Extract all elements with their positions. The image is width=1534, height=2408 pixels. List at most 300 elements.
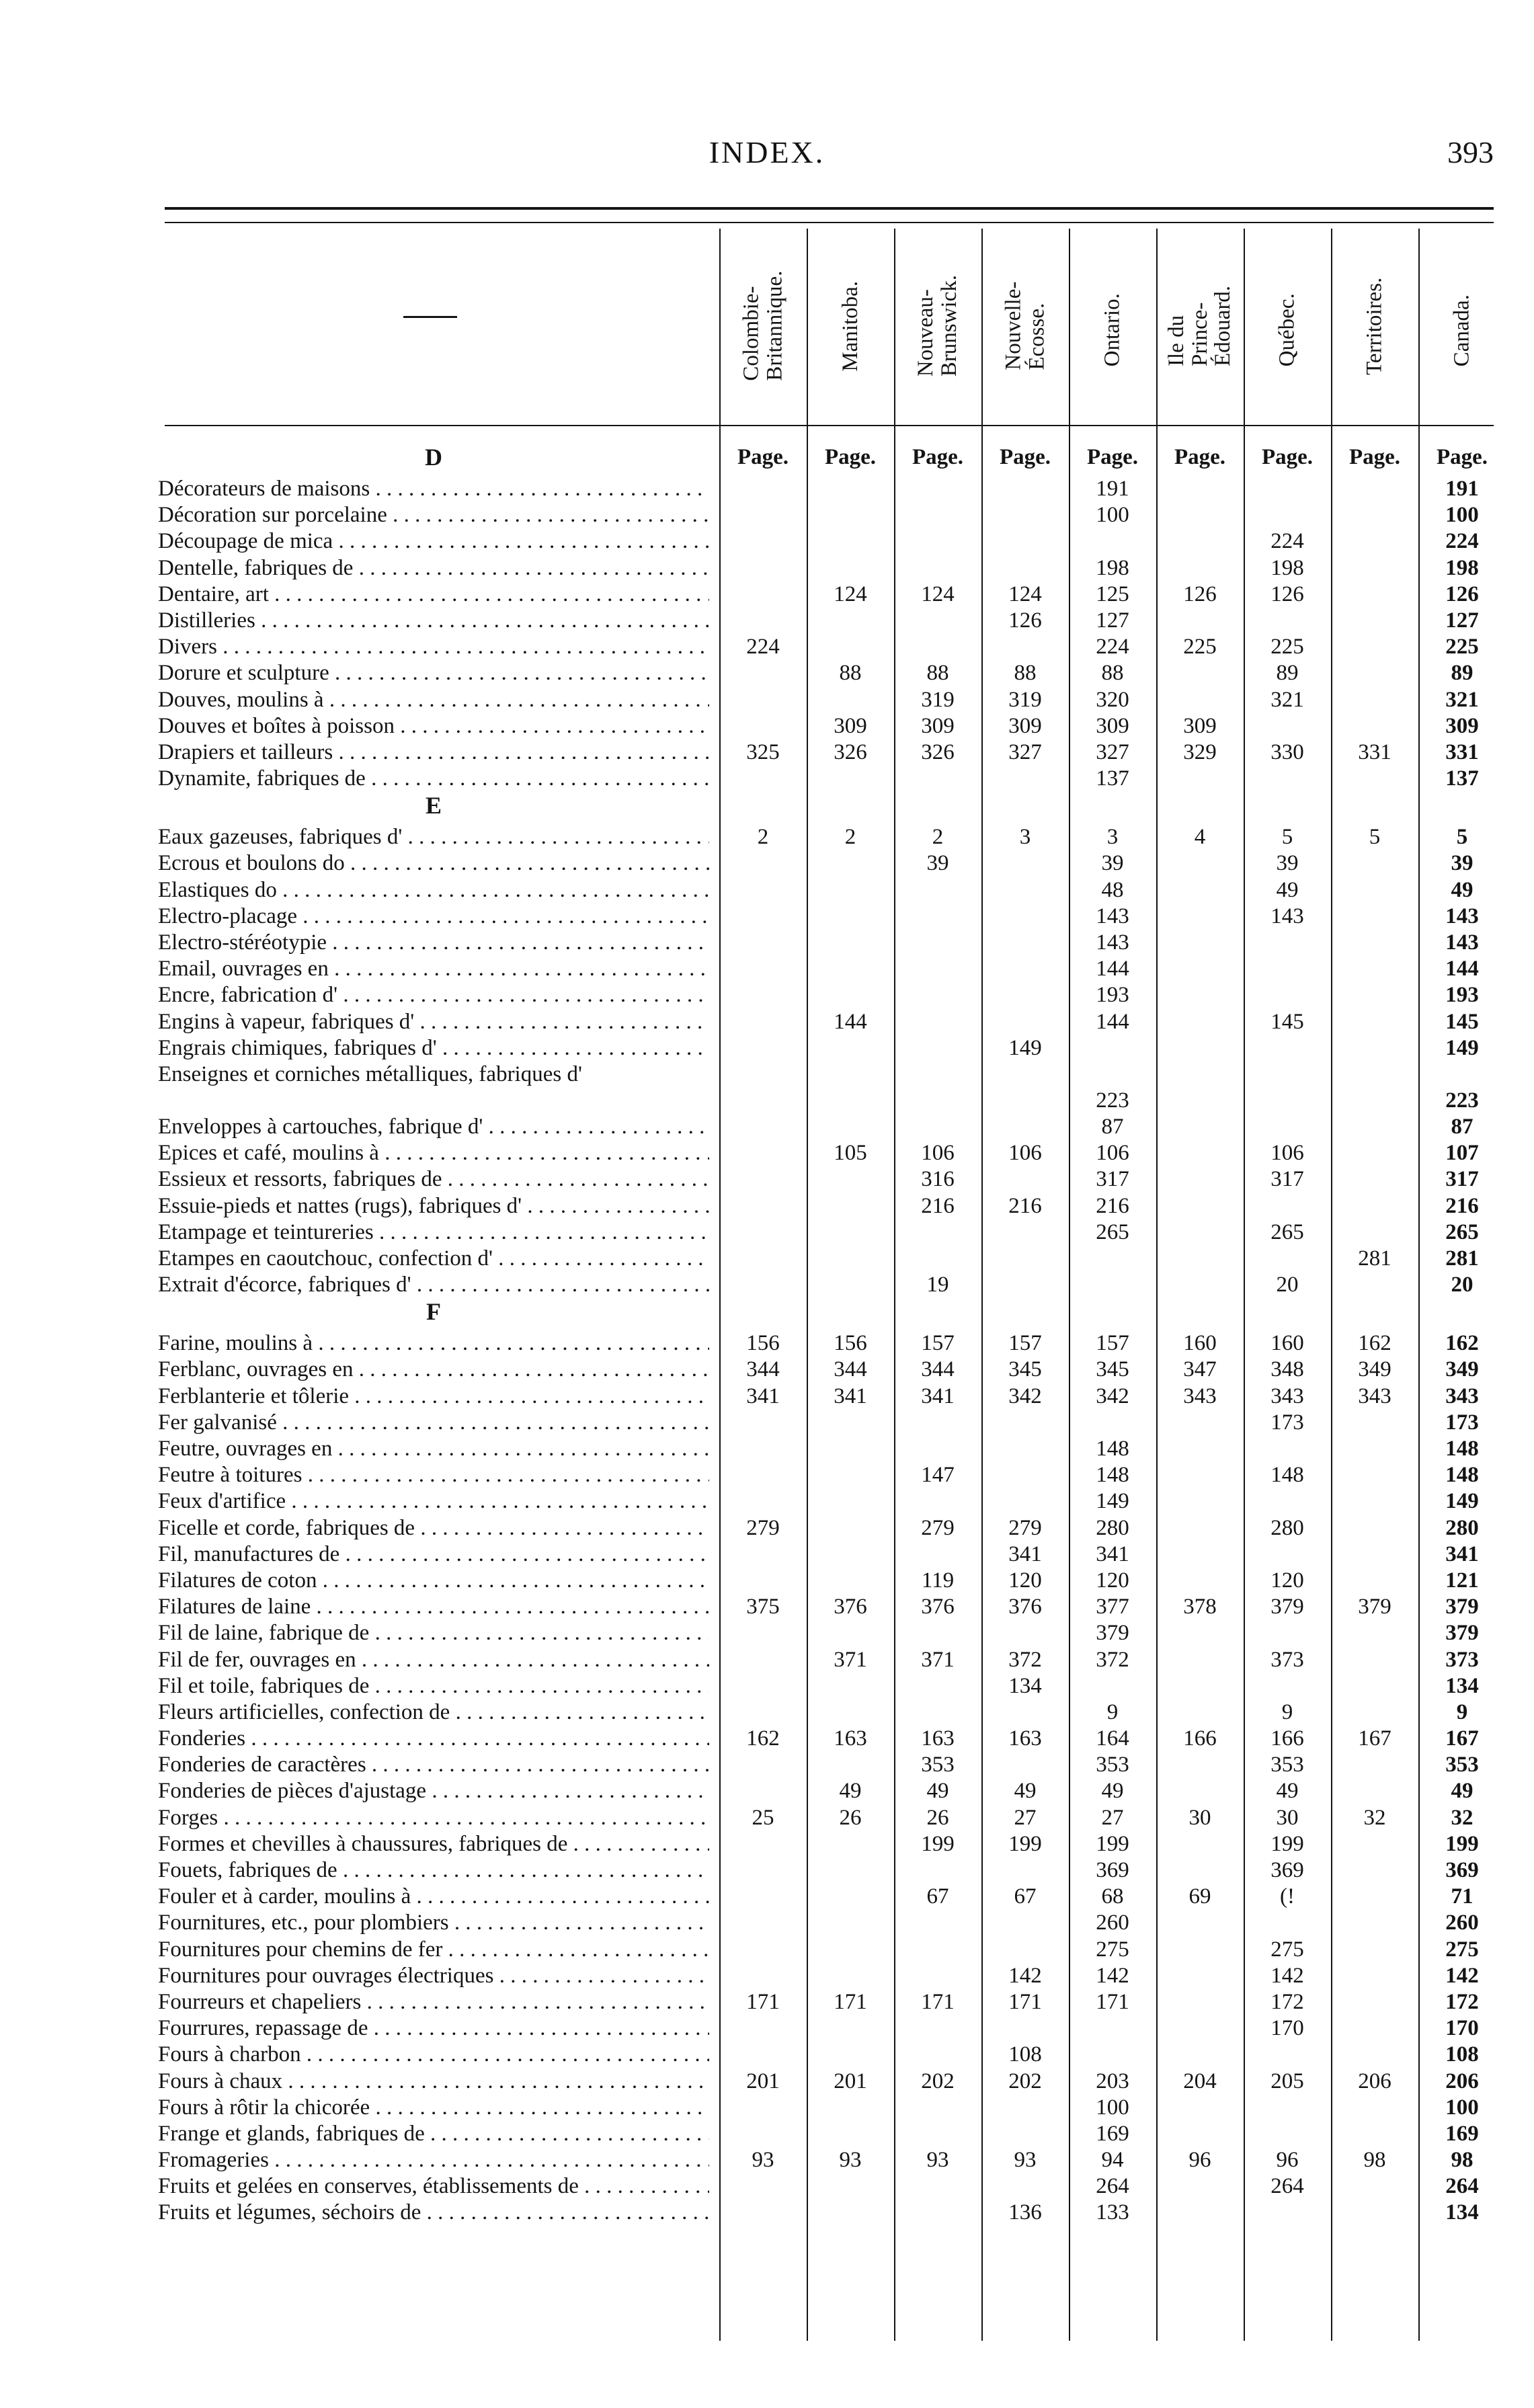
province-page-ref: 353	[1270, 1753, 1304, 1777]
province-page-ref: 170	[1270, 2016, 1304, 2041]
province-page-ref: 369	[1096, 1858, 1129, 1882]
index-row	[0, 1752, 1534, 1778]
province-page-ref: 5	[1281, 825, 1293, 850]
province-page-ref: 166	[1270, 1726, 1304, 1751]
province-page-ref: 171	[1008, 1989, 1042, 2014]
province-page-ref: 94	[1101, 2148, 1124, 2173]
province-page-ref: 137	[1096, 766, 1129, 791]
canada-page-ref: 369	[1445, 1858, 1479, 1882]
province-page-ref: 89	[1276, 661, 1299, 686]
entry-label: Fruits et légumes, séchoirs de . . .	[158, 2200, 709, 2226]
province-page-ref: 148	[1096, 1437, 1129, 1461]
canada-page-ref: 162	[1445, 1331, 1479, 1356]
entry-label: Fromageries . . .	[158, 2147, 709, 2173]
entry-label: Farine, moulins à . . .	[158, 1330, 709, 1357]
province-page-ref: 3	[1019, 825, 1031, 850]
province-page-ref: 124	[834, 581, 867, 606]
province-page-ref: 2	[757, 825, 769, 850]
entry-label: Forges . . .	[158, 1805, 709, 1831]
canada-page-ref: 317	[1445, 1167, 1479, 1192]
index-row	[0, 904, 1534, 930]
entry-label: Fleurs artificielles, confection de . . .	[158, 1699, 709, 1726]
page-column-label: Page.	[912, 445, 964, 469]
entry-label: Ficelle et corde, fabriques de . . .	[158, 1515, 709, 1541]
province-page-ref: 202	[921, 2069, 955, 2093]
entry-label: Etampage et teintureries . . .	[158, 1219, 709, 1246]
canada-page-ref: 137	[1445, 766, 1479, 791]
province-page-ref: 319	[1008, 687, 1042, 712]
canada-page-ref: 142	[1445, 1963, 1479, 1988]
province-page-ref: 96	[1276, 2148, 1299, 2173]
entry-label: Fournitures pour ouvrages électriques . . .	[158, 1963, 709, 1989]
canada-page-ref: 191	[1445, 477, 1479, 501]
province-page-ref: 134	[1008, 1673, 1042, 1698]
entry-label: Enseignes et corniches métalliques, fabriques d'	[158, 1061, 582, 1086]
entry-label: Fer galvanisé . . .	[158, 1410, 709, 1436]
page-column-label: Page.	[1261, 445, 1314, 469]
province-page-ref: 5	[1369, 825, 1381, 850]
index-row	[0, 1620, 1534, 1646]
entry-label: Fil, manufactures de . . .	[158, 1541, 709, 1568]
entry-label: Dorure et sculpture . . .	[158, 660, 709, 686]
entry-label: Décorateurs de maisons . . .	[158, 476, 709, 502]
province-page-ref: 68	[1101, 1884, 1124, 1909]
province-page-ref: 309	[1183, 713, 1217, 738]
index-row	[0, 687, 1534, 713]
province-page-ref: (!	[1280, 1884, 1295, 1909]
column-header-label: Ile du Prince- Édouard.	[1164, 285, 1236, 367]
province-page-ref: 26	[926, 1805, 949, 1830]
province-page-ref: 88	[1101, 661, 1124, 686]
entry-label: Fonderies de caractères . . .	[158, 1752, 709, 1778]
province-page-ref: 106	[1008, 1141, 1042, 1166]
province-page-ref: 199	[1270, 1831, 1304, 1856]
province-page-ref: 223	[1096, 1088, 1129, 1113]
entry-label: Epices et café, moulins à . . .	[158, 1140, 709, 1166]
province-page-ref: 157	[1008, 1331, 1042, 1356]
province-page-ref: 119	[921, 1568, 955, 1593]
province-page-ref: 345	[1096, 1357, 1129, 1382]
entry-label: Fil de fer, ouvrages en . . .	[158, 1647, 709, 1673]
province-page-ref: 378	[1183, 1595, 1217, 1619]
province-page-ref: 39	[1276, 851, 1299, 876]
entry-label: Divers . . .	[158, 634, 709, 660]
canada-page-ref: 264	[1445, 2174, 1479, 2199]
canada-page-ref: 169	[1445, 2121, 1479, 2146]
page-column-label: Page.	[999, 445, 1051, 469]
canada-page-ref: 199	[1445, 1831, 1479, 1856]
province-page-ref: 163	[921, 1726, 955, 1751]
province-page-ref: 344	[921, 1357, 955, 1382]
province-page-ref: 321	[1270, 687, 1304, 712]
index-row	[0, 1061, 1534, 1114]
province-page-ref: 67	[926, 1884, 949, 1909]
canada-page-ref: 379	[1445, 1621, 1479, 1646]
page-column-label: Page.	[1174, 445, 1226, 469]
province-page-ref: 198	[1096, 555, 1129, 580]
province-page-ref: 216	[1008, 1193, 1042, 1218]
province-page-ref: 264	[1096, 2174, 1129, 2199]
entry-label: Feutre à toitures . . .	[158, 1462, 709, 1488]
province-page-ref: 191	[1096, 477, 1129, 501]
province-page-ref: 156	[746, 1331, 780, 1356]
canada-page-ref: 100	[1445, 2095, 1479, 2120]
province-page-ref: 206	[1358, 2069, 1391, 2093]
province-page-ref: 142	[1008, 1963, 1042, 1988]
province-page-ref: 136	[1008, 2200, 1042, 2225]
index-row	[0, 1989, 1534, 2015]
province-page-ref: 9	[1281, 1699, 1293, 1724]
canada-page-ref: 343	[1445, 1383, 1479, 1408]
canada-page-ref: 121	[1445, 1568, 1479, 1593]
province-page-ref: 163	[1008, 1726, 1042, 1751]
entry-label: Fourreurs et chapeliers . . .	[158, 1989, 709, 2015]
province-page-ref: 344	[834, 1357, 867, 1382]
province-page-ref: 376	[921, 1595, 955, 1619]
entry-label: Feux d'artifice . . .	[158, 1488, 709, 1515]
canada-page-ref: 49	[1451, 877, 1474, 902]
province-page-ref: 224	[1096, 635, 1129, 659]
province-page-ref: 49	[1101, 1779, 1124, 1804]
province-page-ref: 20	[1276, 1273, 1299, 1297]
index-row	[0, 824, 1534, 850]
province-page-ref: 9	[1106, 1699, 1119, 1724]
index-row	[0, 1114, 1534, 1140]
province-page-ref: 369	[1270, 1858, 1304, 1882]
province-page-ref: 204	[1183, 2069, 1217, 2093]
province-page-ref: 317	[1270, 1167, 1304, 1192]
province-page-ref: 309	[1096, 713, 1129, 738]
province-page-ref: 120	[1270, 1568, 1304, 1593]
province-page-ref: 144	[1096, 957, 1129, 981]
province-page-ref: 49	[1014, 1779, 1037, 1804]
entry-label: Décoration sur porcelaine . . .	[158, 502, 709, 528]
province-page-ref: 171	[834, 1989, 867, 2014]
province-page-ref: 343	[1183, 1383, 1217, 1408]
index-row	[0, 2121, 1534, 2147]
page-column-label: Page.	[737, 445, 789, 469]
province-page-ref: 126	[1270, 581, 1304, 606]
index-row	[0, 2042, 1534, 2068]
province-page-ref: 327	[1096, 739, 1129, 764]
province-page-ref: 280	[1270, 1515, 1304, 1540]
index-row	[0, 1673, 1534, 1699]
province-page-ref: 171	[746, 1989, 780, 2014]
canada-page-ref: 280	[1445, 1515, 1479, 1540]
index-row	[0, 476, 1534, 502]
canada-page-ref: 134	[1445, 2200, 1479, 2225]
province-page-ref: 224	[1270, 529, 1304, 554]
province-page-ref: 309	[1008, 713, 1042, 738]
province-page-ref: 279	[1008, 1515, 1042, 1540]
province-page-ref: 372	[1096, 1647, 1129, 1672]
index-row	[0, 1330, 1534, 1357]
entry-label: Fours à charbon . . .	[158, 2042, 709, 2068]
province-page-ref: 345	[1008, 1357, 1042, 1382]
index-row	[0, 1436, 1534, 1462]
province-page-ref: 142	[1096, 1963, 1129, 1988]
province-page-ref: 379	[1096, 1621, 1129, 1646]
province-page-ref: 106	[1270, 1141, 1304, 1166]
entry-label: Encre, fabrication d' . . .	[158, 982, 709, 1008]
index-row	[0, 1726, 1534, 1752]
canada-page-ref: 148	[1445, 1463, 1479, 1488]
province-page-ref: 347	[1183, 1357, 1217, 1382]
province-page-ref: 353	[921, 1753, 955, 1777]
entry-label: Fruits et gelées en conserves, établissements de . . .	[158, 2173, 709, 2200]
index-row	[0, 1193, 1534, 1219]
province-page-ref: 30	[1276, 1805, 1299, 1830]
index-row	[0, 2173, 1534, 2200]
province-page-ref: 39	[926, 851, 949, 876]
province-page-ref: 331	[1358, 739, 1391, 764]
province-page-ref: 4	[1194, 825, 1206, 850]
province-page-ref: 67	[1014, 1884, 1037, 1909]
column-header-label: Colombie- Britannique.	[739, 270, 786, 382]
province-page-ref: 142	[1270, 1963, 1304, 1988]
province-page-ref: 39	[1101, 851, 1124, 876]
entry-label: Feutre, ouvrages en . . .	[158, 1436, 709, 1462]
canada-page-ref: 149	[1445, 1035, 1479, 1060]
province-page-ref: 144	[834, 1009, 867, 1034]
index-row	[0, 713, 1534, 739]
province-page-ref: 169	[1096, 2121, 1129, 2146]
province-page-ref: 143	[1096, 904, 1129, 928]
index-row	[0, 1831, 1534, 1857]
province-page-ref: 49	[926, 1779, 949, 1804]
province-page-ref: 349	[1358, 1357, 1391, 1382]
entry-label: Fouets, fabriques de . . .	[158, 1857, 709, 1884]
province-page-ref: 205	[1270, 2069, 1304, 2093]
province-page-ref: 148	[1096, 1463, 1129, 1488]
canada-page-ref: 353	[1445, 1753, 1479, 1777]
province-page-ref: 343	[1270, 1383, 1304, 1408]
header-dash	[403, 316, 457, 318]
province-page-ref: 224	[746, 635, 780, 659]
province-page-ref: 162	[746, 1726, 780, 1751]
index-row	[0, 1647, 1534, 1673]
canada-page-ref: 98	[1451, 2148, 1474, 2173]
index-row	[0, 660, 1534, 686]
province-page-ref: 157	[1096, 1331, 1129, 1356]
province-page-ref: 377	[1096, 1595, 1129, 1619]
canada-page-ref: 341	[1445, 1541, 1479, 1566]
entry-label: Fournitures pour chemins de fer . . .	[158, 1937, 709, 1963]
province-page-ref: 216	[921, 1193, 955, 1218]
province-page-ref: 30	[1188, 1805, 1211, 1830]
province-page-ref: 145	[1270, 1009, 1304, 1034]
province-page-ref: 147	[921, 1463, 955, 1488]
canada-page-ref: 148	[1445, 1437, 1479, 1461]
province-page-ref: 173	[1270, 1410, 1304, 1435]
canada-page-ref: 275	[1445, 1937, 1479, 1962]
top-rule	[165, 207, 1494, 210]
index-row	[0, 930, 1534, 956]
province-page-ref: 172	[1270, 1989, 1304, 2014]
column-header	[1334, 232, 1415, 420]
province-page-ref: 171	[921, 1989, 955, 2014]
province-page-ref: 167	[1358, 1726, 1391, 1751]
canada-page-ref: 173	[1445, 1410, 1479, 1435]
index-row	[0, 850, 1534, 877]
page-column-label: Page.	[824, 445, 877, 469]
entry-label: Fouler et à carder, moulins à . . .	[158, 1884, 709, 1910]
province-page-ref: 49	[1276, 877, 1299, 902]
province-page-ref: 379	[1270, 1595, 1304, 1619]
entry-label: Fil et toile, fabriques de . . .	[158, 1673, 709, 1699]
canada-page-ref: 206	[1445, 2069, 1479, 2093]
province-page-ref: 309	[921, 713, 955, 738]
index-row	[0, 502, 1534, 528]
index-row	[0, 739, 1534, 766]
column-header	[1160, 232, 1240, 420]
entry-label: Etampes en caoutchouc, confection d' . . .	[158, 1246, 709, 1272]
index-row	[0, 608, 1534, 634]
column-header	[810, 232, 891, 420]
province-page-ref: 341	[746, 1383, 780, 1408]
entry-label: Elastiques do . . .	[158, 877, 709, 904]
canada-page-ref: 127	[1445, 608, 1479, 633]
province-page-ref: 201	[834, 2069, 867, 2093]
canada-page-ref: 87	[1451, 1114, 1474, 1139]
province-page-ref: 265	[1096, 1219, 1129, 1244]
province-page-ref: 156	[834, 1331, 867, 1356]
entry-label: Fours à rôtir la chicorée . . .	[158, 2095, 709, 2121]
index-row	[0, 2095, 1534, 2121]
index-row	[0, 1383, 1534, 1410]
province-page-ref: 171	[1096, 1989, 1129, 2014]
entry-label: Découpage de mica . . .	[158, 528, 709, 555]
column-header-label: Nouveau- Brunswick.	[914, 275, 961, 377]
province-page-ref: 225	[1270, 635, 1304, 659]
canada-page-ref: 170	[1445, 2016, 1479, 2041]
index-row	[0, 581, 1534, 608]
province-page-ref: 372	[1008, 1647, 1042, 1672]
column-header-label: Québec.	[1275, 292, 1299, 366]
province-page-ref: 124	[921, 581, 955, 606]
entry-label: Drapiers et tailleurs . . .	[158, 739, 709, 766]
province-page-ref: 225	[1183, 635, 1217, 659]
province-page-ref: 199	[1008, 1831, 1042, 1856]
canada-page-ref: 349	[1445, 1357, 1479, 1382]
canada-page-ref: 108	[1445, 2042, 1479, 2067]
province-page-ref: 342	[1008, 1383, 1042, 1408]
index-row	[0, 1857, 1534, 1884]
entry-label: Fourrures, repassage de . . .	[158, 2015, 709, 2042]
canada-page-ref: 32	[1451, 1805, 1474, 1830]
canada-page-ref: 321	[1445, 687, 1479, 712]
province-page-ref: 344	[746, 1357, 780, 1382]
province-page-ref: 126	[1008, 608, 1042, 633]
canada-page-ref: 107	[1445, 1141, 1479, 1166]
page-column-label: Page.	[1348, 445, 1401, 469]
province-page-ref: 202	[1008, 2069, 1042, 2093]
province-page-ref: 330	[1270, 739, 1304, 764]
canada-page-ref: 309	[1445, 713, 1479, 738]
index-row	[0, 766, 1534, 792]
canada-page-ref: 39	[1451, 851, 1474, 876]
canada-page-ref: 193	[1445, 983, 1479, 1008]
province-page-ref: 124	[1008, 581, 1042, 606]
index-row	[0, 1594, 1534, 1620]
province-page-ref: 309	[834, 713, 867, 738]
entry-label: Frange et glands, fabriques de . . .	[158, 2121, 709, 2147]
entry-label: Email, ouvrages en . . .	[158, 956, 709, 982]
province-page-ref: 199	[1096, 1831, 1129, 1856]
canada-page-ref: 265	[1445, 1219, 1479, 1244]
column-header	[897, 232, 978, 420]
entry-label: Distilleries . . .	[158, 608, 709, 634]
province-page-ref: 160	[1183, 1331, 1217, 1356]
province-page-ref: 120	[1008, 1568, 1042, 1593]
index-row	[0, 1166, 1534, 1193]
province-page-ref: 93	[839, 2148, 862, 2173]
province-page-ref: 341	[1096, 1541, 1129, 1566]
section-header	[0, 444, 1534, 476]
index-row	[0, 1488, 1534, 1515]
province-page-ref: 327	[1008, 739, 1042, 764]
page-column-label: Page.	[1086, 445, 1139, 469]
canada-page-ref: 145	[1445, 1009, 1479, 1034]
entry-label: Filatures de laine . . .	[158, 1594, 709, 1620]
index-row	[0, 1410, 1534, 1436]
entry-label: Enveloppes à cartouches, fabrique d' . . .	[158, 1114, 709, 1140]
province-page-ref: 26	[839, 1805, 862, 1830]
province-page-ref: 348	[1270, 1357, 1304, 1382]
index-row	[0, 1884, 1534, 1910]
entry-label: Fours à chaux . . .	[158, 2069, 709, 2095]
entry-label: Electro-placage . . .	[158, 904, 709, 930]
canada-page-ref: 134	[1445, 1673, 1479, 1698]
index-row	[0, 2147, 1534, 2173]
entry-label: Ferblanc, ouvrages en . . .	[158, 1357, 709, 1383]
province-page-ref: 329	[1183, 739, 1217, 764]
province-page-ref: 280	[1096, 1515, 1129, 1540]
entry-label: Ecrous et boulons do . . .	[158, 850, 709, 877]
page-column-label: Page.	[1436, 445, 1488, 469]
province-page-ref: 275	[1096, 1937, 1129, 1962]
index-row	[0, 1357, 1534, 1383]
province-page-ref: 96	[1188, 2148, 1211, 2173]
canada-page-ref: 149	[1445, 1489, 1479, 1514]
canada-page-ref: 20	[1451, 1273, 1474, 1297]
index-row	[0, 2069, 1534, 2095]
canada-page-ref: 216	[1445, 1193, 1479, 1218]
canada-page-ref: 260	[1445, 1911, 1479, 1935]
province-page-ref: 106	[1096, 1141, 1129, 1166]
province-page-ref: 326	[834, 739, 867, 764]
province-page-ref: 125	[1096, 581, 1129, 606]
province-page-ref: 160	[1270, 1331, 1304, 1356]
canada-page-ref: 172	[1445, 1989, 1479, 2014]
province-page-ref: 341	[1008, 1541, 1042, 1566]
province-page-ref: 353	[1096, 1753, 1129, 1777]
province-page-ref: 343	[1358, 1383, 1391, 1408]
column-header	[1072, 232, 1153, 420]
province-page-ref: 49	[839, 1779, 862, 1804]
index-row	[0, 1937, 1534, 1963]
column-header-label: Canada.	[1449, 294, 1474, 366]
canada-page-ref: 379	[1445, 1595, 1479, 1619]
section-letter: D	[425, 444, 442, 471]
province-page-ref: 279	[921, 1515, 955, 1540]
index-row	[0, 1272, 1534, 1298]
running-title: INDEX.	[709, 135, 825, 169]
column-header-label: Ontario.	[1100, 292, 1125, 366]
province-page-ref: 326	[921, 739, 955, 764]
canada-page-ref: 281	[1445, 1246, 1479, 1271]
index-row	[0, 528, 1534, 555]
